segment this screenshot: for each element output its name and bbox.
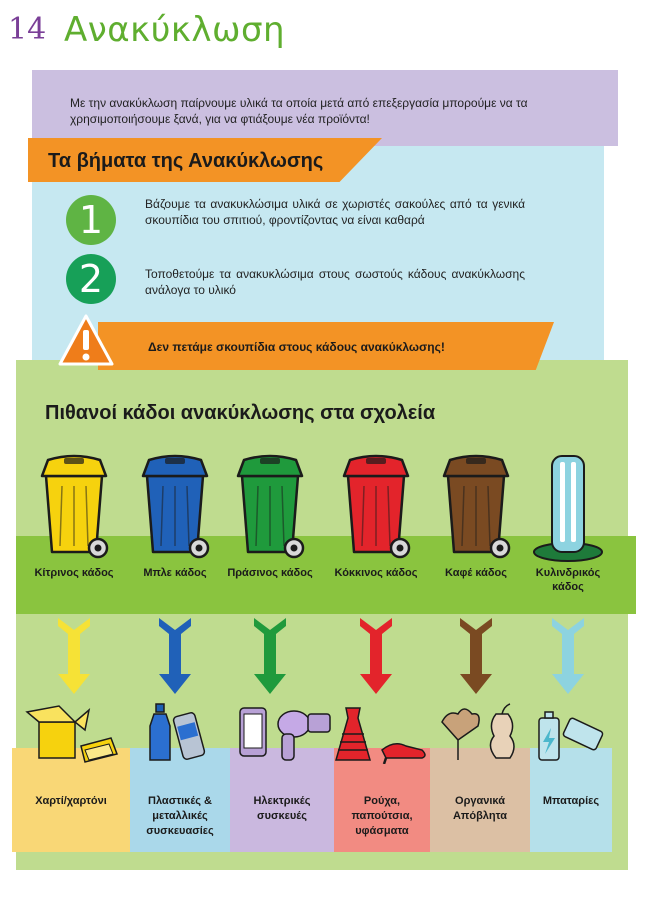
recycling-bin-icon <box>133 452 217 562</box>
down-arrow-icon <box>356 616 396 696</box>
category-label: Πλαστικές & μεταλλικές συσκευασίες <box>146 795 214 837</box>
bin-label: Κόκκινος κάδος <box>334 567 418 579</box>
steps-title: Τα βήματα της Ανακύκλωσης <box>48 150 324 172</box>
recycling-bin-icon <box>228 452 312 562</box>
intro-text: Με την ανακύκλωση παίρνουμε υλικά τα οποία μετά από επεξεργασία μπορούμε να τα χρησιμοποιήσουμε ξανά, για να φτιάξουμε νέα προϊόντα! <box>70 96 528 126</box>
page-number: 14 <box>8 12 47 47</box>
bottle-can-icon <box>128 700 232 764</box>
step-1-text: Βάζουμε τα ανακυκλώσιμα υλικά σε χωριστές σακούλες από τα γενικά σκουπίδια του σπιτιού, φροντίζοντας να είναι καθαρά <box>145 197 525 227</box>
bin-label: Κυλινδρικός κάδος <box>535 567 601 593</box>
bin-label: Κίτρινος κάδος <box>34 567 114 579</box>
paper-box-icon <box>19 700 123 764</box>
recycling-bin-icon <box>334 452 418 562</box>
category-label: Ρούχα, παπούτσια, υφάσματα <box>351 795 413 837</box>
warning-icon <box>58 312 114 368</box>
category-label: Ηλεκτρικές συσκευές <box>253 795 311 822</box>
bin-label: Καφέ κάδος <box>445 567 507 579</box>
category-label: Χαρτί/χαρτόνι <box>35 795 107 807</box>
warning-text: Δεν πετάμε σκουπίδια στους κάδους ανακύκλωσης! <box>148 340 445 354</box>
recycling-bin-icon <box>526 452 610 562</box>
bin-label: Πράσινος κάδος <box>227 567 313 579</box>
down-arrow-icon <box>54 616 94 696</box>
down-arrow-icon <box>250 616 290 696</box>
category-label: Μπαταρίες <box>542 795 600 807</box>
step-2-text: Τοποθετούμε τα ανακυκλώσιμα στους σωστούς κάδους ανακύκλωσης ανάλογα το υλικό <box>145 267 525 297</box>
recycling-bin-icon <box>434 452 518 562</box>
bin-label: Μπλε κάδος <box>143 567 207 579</box>
step-2-number: 2 <box>66 254 116 304</box>
battery-icon <box>519 700 623 764</box>
bins-title: Πιθανοί κάδοι ανακύκλωσης στα σχολεία <box>45 402 436 424</box>
dress-shoe-icon <box>330 700 434 764</box>
phone-hairdryer-icon <box>230 700 334 764</box>
down-arrow-icon <box>155 616 195 696</box>
recycling-bin-icon <box>32 452 116 562</box>
leaf-apple-icon <box>428 700 532 764</box>
step-1-number: 1 <box>66 195 116 245</box>
category-label: Οργανικά Απόβλητα <box>452 795 507 822</box>
down-arrow-icon <box>456 616 496 696</box>
down-arrow-icon <box>548 616 588 696</box>
page-title: Ανακύκλωση <box>64 10 286 50</box>
